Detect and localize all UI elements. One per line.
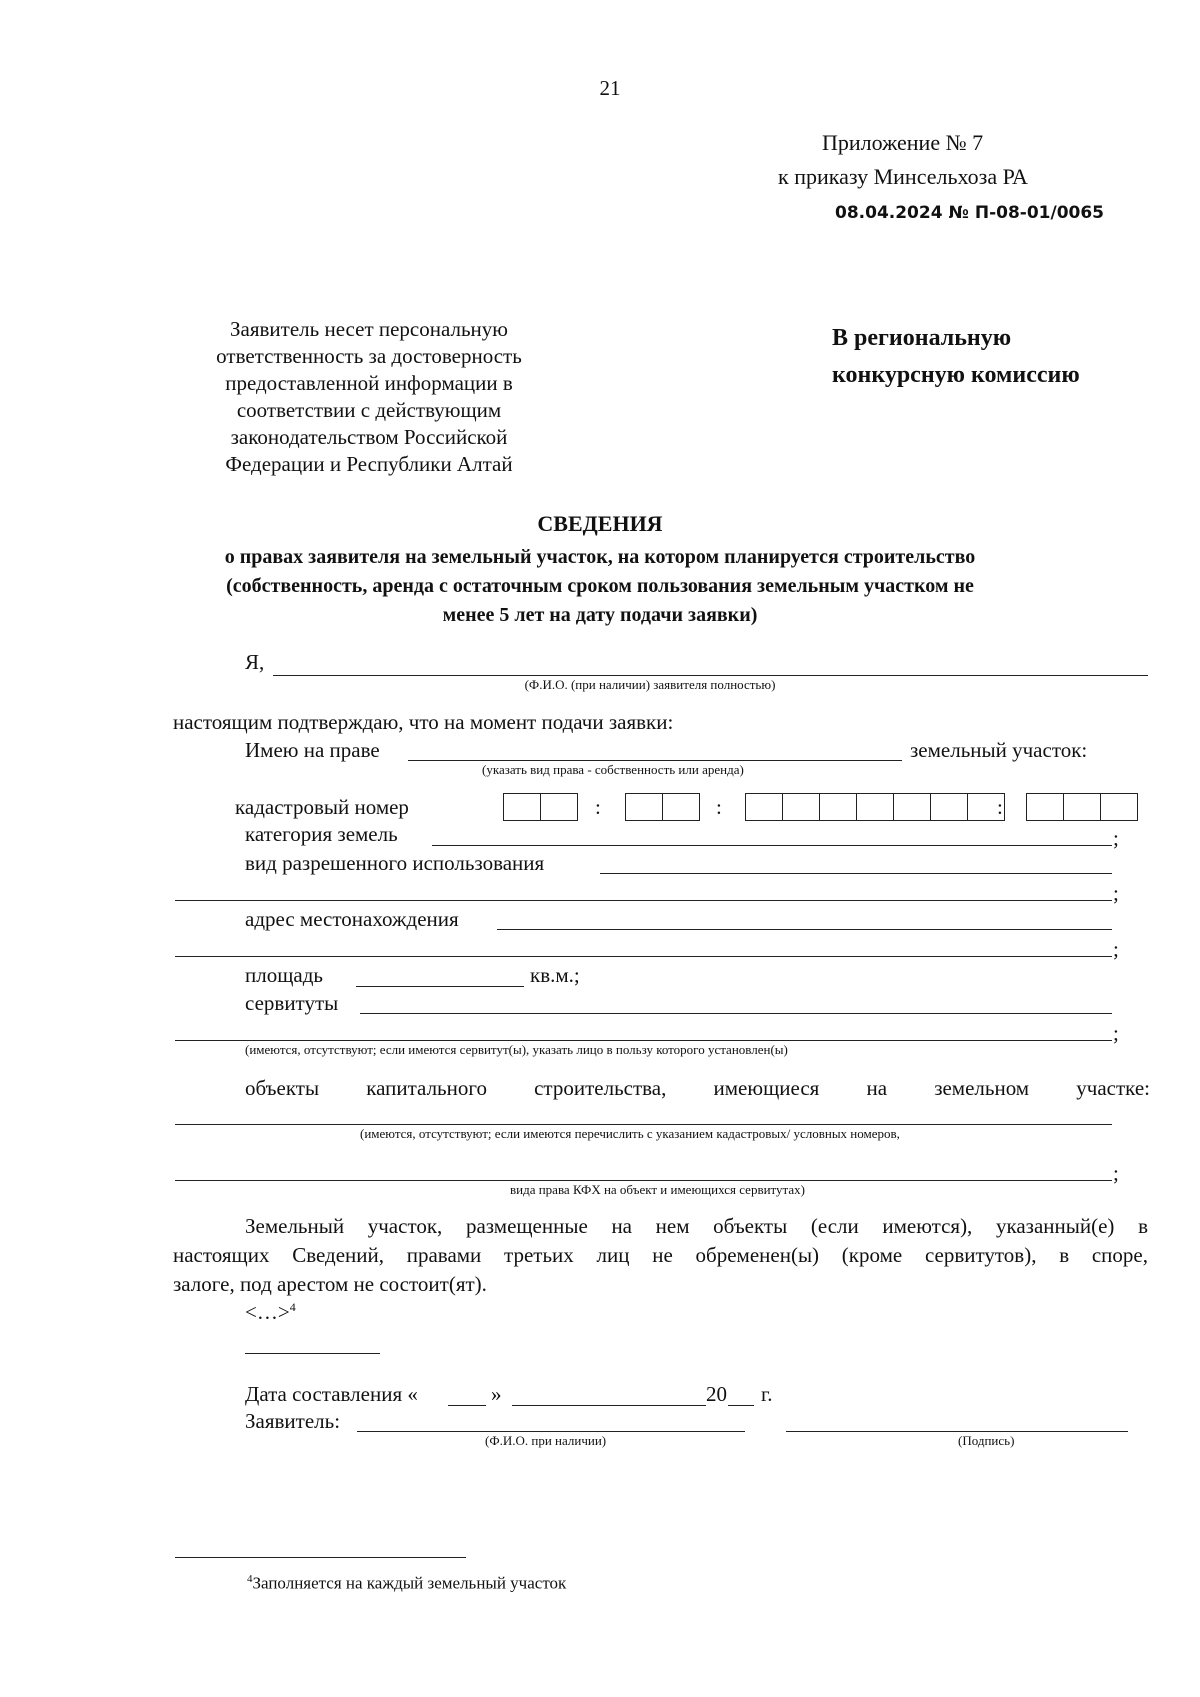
cadastral-colon: :	[997, 795, 1003, 819]
objects-word: имеющиеся	[713, 1076, 820, 1100]
omitted-text	[245, 1300, 296, 1325]
right-label: Имею на праве	[245, 738, 380, 762]
cadastral-digit[interactable]	[1026, 793, 1064, 821]
ya-label: Я,	[245, 650, 265, 674]
footnote	[247, 1573, 566, 1594]
objects-hint-continued: вида права КФХ на объект и имеющихся сервитутах)	[510, 1182, 805, 1197]
applicant-label: Заявитель:	[245, 1409, 341, 1433]
address-label: адрес местонахождения	[245, 907, 459, 931]
cadastral-digit[interactable]	[662, 793, 700, 821]
cadastral-digit[interactable]	[782, 793, 820, 821]
servitude-label: сервитуты	[245, 991, 339, 1015]
disclaimer-line: соответствии с действующим	[236, 398, 502, 422]
area-unit: кв.м.;	[530, 963, 580, 987]
disclaimer-line: ответственность за достоверность	[216, 344, 522, 368]
objects-label	[245, 1076, 1150, 1101]
cadastral-digit[interactable]	[540, 793, 578, 821]
paragraph-line: настоящих Сведений, правами третьих лиц не обременен(ы) (кроме сервитутов), в споре,	[173, 1243, 1148, 1267]
disclaimer-line: законодательством Российской	[230, 425, 508, 449]
servitude-field-continued[interactable]	[175, 1040, 1112, 1041]
objects-word: земельном	[934, 1076, 1030, 1100]
subtitle-line: (собственность, аренда с остаточным сроком пользования земельным участком не	[226, 575, 974, 597]
addressee-line: В региональную	[832, 325, 1012, 351]
right-hint: (указать вид права - собственность или аренда)	[482, 762, 744, 777]
separator-line	[245, 1353, 380, 1354]
objects-word: на	[866, 1076, 888, 1100]
category-field[interactable]	[432, 845, 1112, 846]
cadastral-colon: :	[716, 795, 722, 819]
objects-word: капитального	[366, 1076, 487, 1100]
paragraph-line: Земельный участок, размещенные на нем объекты (если имеются), указанный(е) в	[245, 1214, 1148, 1238]
objects-word: объекты	[245, 1076, 320, 1100]
objects-field-continued[interactable]	[175, 1180, 1112, 1181]
semicolon: ;	[1113, 1161, 1119, 1185]
right-suffix: земельный участок:	[910, 738, 1088, 762]
fio-field[interactable]	[273, 675, 1148, 676]
address-field[interactable]	[497, 929, 1112, 930]
addressee-line: конкурсную комиссию	[832, 362, 1080, 388]
disclaimer	[185, 316, 553, 478]
usage-label: вид разрешенного использования	[245, 851, 545, 875]
signature-field[interactable]	[786, 1431, 1128, 1432]
usage-field[interactable]	[600, 873, 1112, 874]
disclaimer-line: Заявитель несет персональную	[230, 317, 508, 341]
semicolon: ;	[1113, 826, 1119, 850]
cadastral-digit[interactable]	[856, 793, 894, 821]
objects-word: строительства,	[534, 1076, 667, 1100]
order-stamp: 08.04.2024 № П-08-01/0065	[835, 203, 1105, 223]
applicant-name-field[interactable]	[357, 1431, 745, 1432]
appendix-order-ref: к приказу Минсельхоза РА	[778, 164, 1028, 189]
appendix-number: Приложение № 7	[822, 130, 984, 155]
fio-hint: (Ф.И.О. (при наличии) заявителя полностью)	[524, 677, 776, 692]
cadastral-digit[interactable]	[1063, 793, 1101, 821]
footnote-text: Заполняется на каждый земельный участок	[252, 1573, 567, 1593]
semicolon: ;	[1113, 881, 1119, 905]
cadastral-digit[interactable]	[819, 793, 857, 821]
cadastral-digit[interactable]	[625, 793, 663, 821]
footnote-separator	[175, 1557, 466, 1558]
cadastral-digit[interactable]	[930, 793, 968, 821]
objects-hint: (имеются, отсутствуют; если имеются перечислить с указанием кадастровых/ условных номеров,	[360, 1126, 900, 1141]
category-label: категория земель	[245, 822, 398, 846]
cadastral-colon: :	[595, 795, 601, 819]
applicant-hint: (Ф.И.О. при наличии)	[485, 1433, 607, 1448]
confirm-text: настоящим подтверждаю, что на момент подачи заявки:	[173, 710, 674, 734]
date-label: Дата составления «	[245, 1382, 418, 1406]
addressee	[832, 320, 1080, 394]
area-field[interactable]	[356, 986, 524, 987]
paragraph-line: залоге, под арестом не состоит(ят).	[173, 1272, 487, 1296]
semicolon: ;	[1113, 1021, 1119, 1045]
address-field-continued[interactable]	[175, 956, 1112, 957]
subtitle-line: менее 5 лет на дату подачи заявки)	[442, 604, 758, 626]
subtitle-line: о правах заявителя на земельный участок, на котором планируется строительство	[224, 546, 976, 568]
footnote-ref: 4	[289, 1300, 296, 1314]
cadastral-digit[interactable]	[503, 793, 541, 821]
date-year-field[interactable]	[728, 1405, 754, 1406]
objects-word: участке:	[1076, 1076, 1150, 1100]
cadastral-label: кадастровый номер	[235, 795, 409, 819]
servitude-hint: (имеются, отсутствуют; если имеются сервитут(ы), указать лицо в пользу которого установлен(ы)	[245, 1042, 788, 1057]
area-label: площадь	[245, 963, 323, 987]
cadastral-digit[interactable]	[893, 793, 931, 821]
footnote-mark: 4	[247, 1573, 253, 1585]
date-quote: »	[491, 1382, 502, 1406]
year-prefix: 20	[706, 1382, 727, 1406]
objects-field[interactable]	[175, 1124, 1112, 1125]
disclaimer-line: предоставленной информации в	[225, 371, 513, 395]
cadastral-digit[interactable]	[745, 793, 783, 821]
disclaimer-line: Федерации и Республики Алтай	[225, 452, 513, 476]
page-number: 21	[599, 76, 621, 100]
document-title: СВЕДЕНИЯ	[537, 511, 663, 536]
usage-field-continued[interactable]	[175, 900, 1112, 901]
year-suffix: г.	[761, 1382, 773, 1406]
document-subtitle	[0, 543, 1200, 630]
ellipsis: <…>	[245, 1300, 290, 1324]
date-month-field[interactable]	[512, 1405, 706, 1406]
servitude-field[interactable]	[360, 1013, 1112, 1014]
cadastral-digit[interactable]	[1100, 793, 1138, 821]
declaration-paragraph	[173, 1212, 1148, 1299]
signature-hint: (Подпись)	[958, 1433, 1015, 1448]
semicolon: ;	[1113, 937, 1119, 961]
date-day-field[interactable]	[448, 1405, 486, 1406]
right-type-field[interactable]	[408, 760, 902, 761]
